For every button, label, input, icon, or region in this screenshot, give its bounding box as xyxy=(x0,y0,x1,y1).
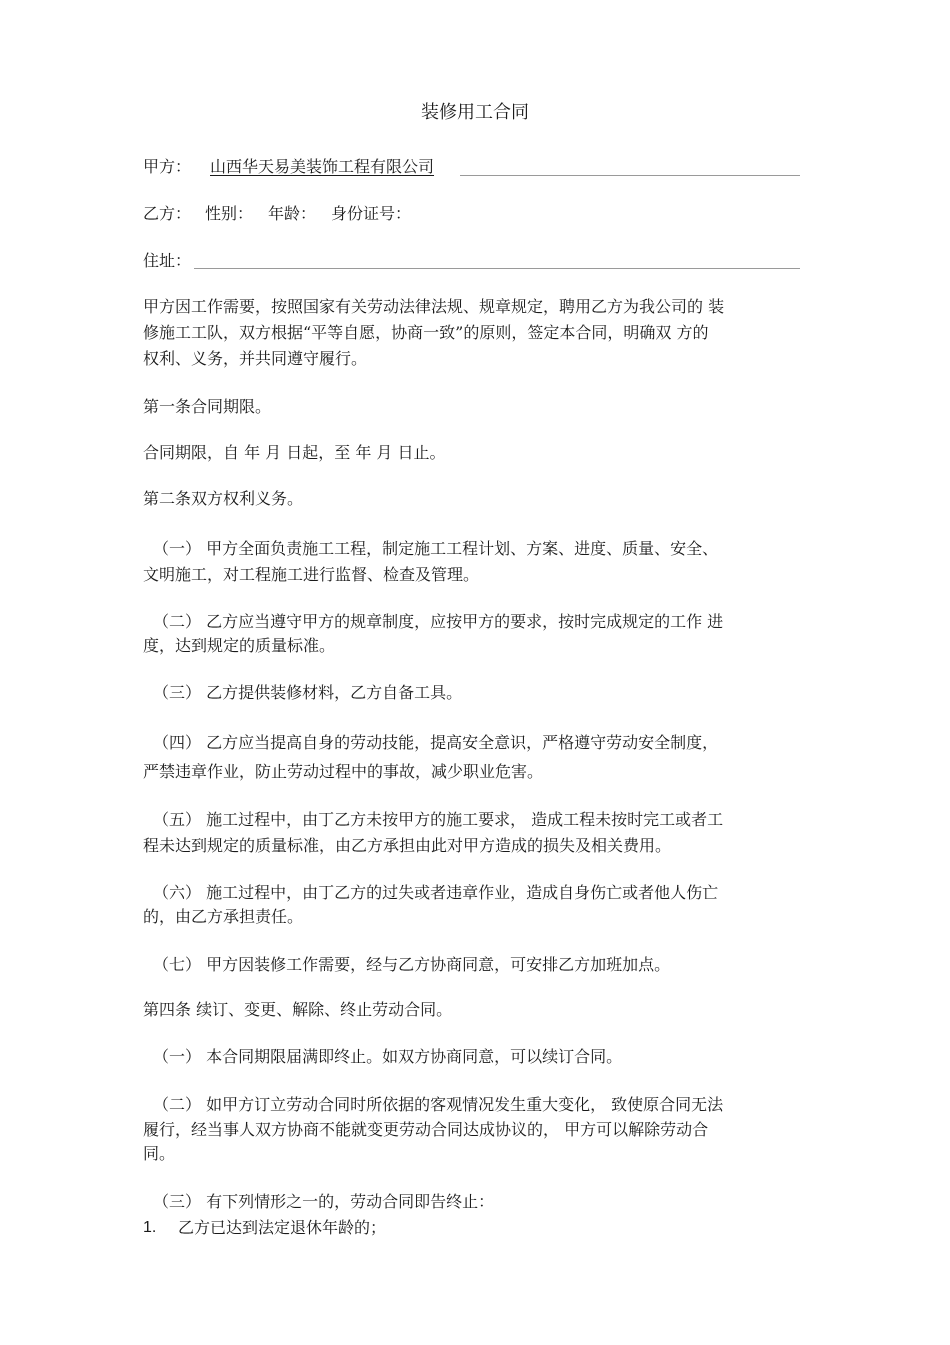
intro-line-3: 权利、义务，并共同遵守履行。 xyxy=(143,349,368,368)
art2-item-2-line-1: （二） 乙方应当遵守甲方的规章制度，应按甲方的要求，按时完成规定的工作 进 xyxy=(153,612,724,631)
art2-item-1-line-2: 文明施工，对工程施工进行监督、检查及管理。 xyxy=(143,565,480,584)
party-a-value: 山西华天易美装饰工程有限公司 xyxy=(210,157,435,176)
party-b-label: 乙方： xyxy=(143,204,192,223)
document-title: 装修用工合同 xyxy=(421,102,529,123)
art2-item-3: （三） 乙方提供装修材料，乙方自备工具。 xyxy=(153,683,463,702)
party-b-id: 身份证号： xyxy=(331,204,412,223)
party-b-age: 年龄： xyxy=(268,204,317,223)
art2-item-5-line-2: 程未达到规定的质量标准，由乙方承担由此对甲方造成的损失及相关费用。 xyxy=(143,836,672,855)
art2-item-2-line-2: 度，达到规定的质量标准。 xyxy=(143,636,336,655)
list-item-text: 乙方已达到法定退休年龄的； xyxy=(178,1218,387,1237)
art4-item-2-line-2: 履行，经当事人双方协商不能就变更劳动合同达成协议的， 甲方可以解除劳动合 xyxy=(143,1120,709,1139)
art4-item-3: （三） 有下列情形之一的，劳动合同即告终止： xyxy=(153,1192,495,1211)
address-underline xyxy=(194,268,800,269)
art2-item-4-line-2: 严禁违章作业，防止劳动过程中的事故，减少职业危害。 xyxy=(143,762,544,781)
art2-item-4-line-1: （四） 乙方应当提高自身的劳动技能，提高安全意识，严格遵守劳动安全制度， xyxy=(153,733,719,752)
party-a-underline xyxy=(460,175,800,176)
article-4-title: 第四条 续订、变更、解除、终止劳动合同。 xyxy=(143,1000,453,1019)
intro-line-2: 修施工工队，双方根据“平等自愿，协商一致”的原则，签定本合同，明确双 方的 xyxy=(143,323,709,342)
art2-item-1-line-1: （一） 甲方全面负责施工工程，制定施工工程计划、方案、进度、质量、安全、 xyxy=(153,539,719,558)
art2-item-6-line-1: （六） 施工过程中，由丁乙方的过失或者违章作业，造成自身伤亡或者他人伤亡 xyxy=(153,883,719,902)
list-item-number: 1. xyxy=(143,1219,157,1236)
party-b-gender: 性别： xyxy=(205,204,254,223)
art4-item-1: （一） 本合同期限届满即终止。如双方协商同意，可以续订合同。 xyxy=(153,1047,623,1066)
art2-item-5-line-1: （五） 施工过程中，由丁乙方未按甲方的施工要求， 造成工程未按时完工或者工 xyxy=(153,810,724,829)
art4-item-2-line-3: 同。 xyxy=(143,1144,176,1163)
address-label: 住址： xyxy=(143,251,192,270)
article-1-text: 合同期限，自 年 月 日起，至 年 月 日止。 xyxy=(143,443,446,462)
art4-item-2-line-1: （二） 如甲方订立劳动合同时所依据的客观情况发生重大变化， 致使原合同无法 xyxy=(153,1095,724,1114)
article-2-title: 第二条双方权利义务。 xyxy=(143,489,304,508)
art2-item-6-line-2: 的，由乙方承担责任。 xyxy=(143,907,304,926)
party-a-label: 甲方： xyxy=(143,157,192,176)
intro-line-1: 甲方因工作需要，按照国家有关劳动法律法规、规章规定，聘用乙方为我公司的 装 xyxy=(143,297,725,316)
article-1-title: 第一条合同期限。 xyxy=(143,397,272,416)
art2-item-7: （七） 甲方因装修工作需要，经与乙方协商同意，可安排乙方加班加点。 xyxy=(153,955,671,974)
